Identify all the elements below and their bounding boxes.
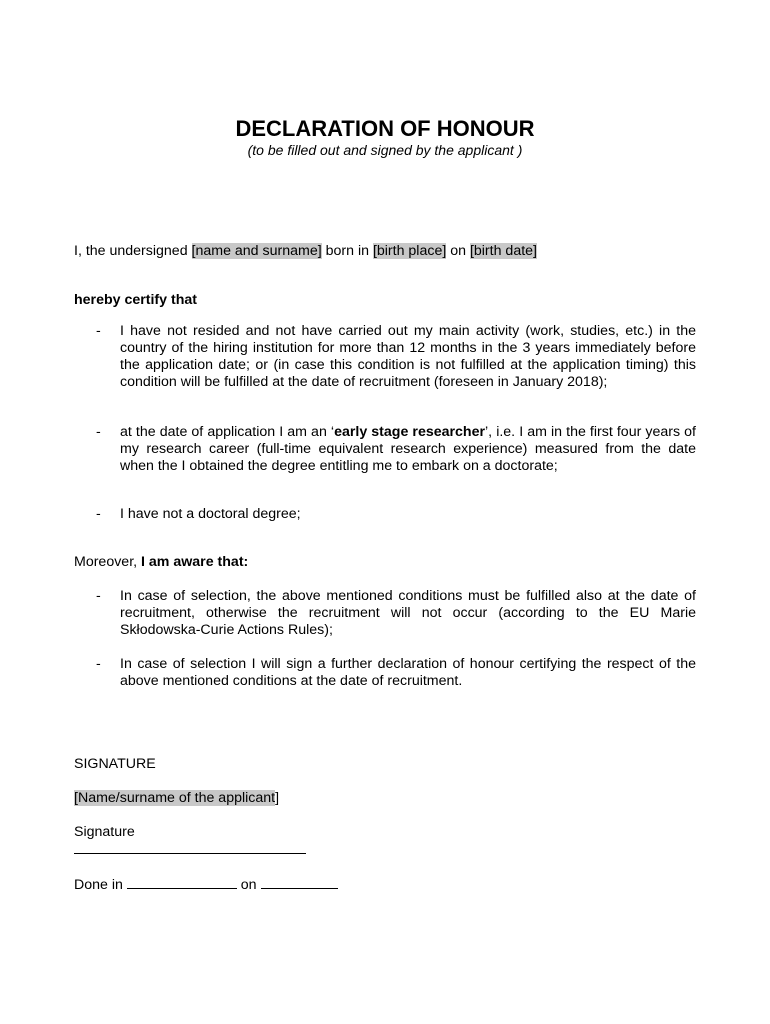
intro-line <box>74 243 694 260</box>
certify-item-2-bold: early stage researcher <box>334 424 486 440</box>
done-on-label: on <box>236 877 261 893</box>
done-in-place-field[interactable] <box>127 874 237 889</box>
document-subtitle: (to be filled out and signed by the applicant ) <box>247 142 523 158</box>
certify-item-3 <box>96 506 696 523</box>
aware-item-2-text: In case of selection I will sign a further declaration of honour certifying the respect of the above mentioned conditions at the date of recruitment. <box>120 656 696 689</box>
certify-heading: hereby certify that <box>74 292 197 308</box>
certify-item-2-prefix: at the date of application I am an ‘ <box>120 424 335 440</box>
intro-prefix: I, the undersigned <box>74 243 192 259</box>
list-dash: - <box>96 424 101 440</box>
certify-item-1-text: I have not resided and not have carried out my main activity (work, studies, etc.) in the country of the hiring institution for more than 12 months in the 3 years immediately before the application date; or (in case this condition is not fulfilled at the application timing) this condition will be fulfilled at the date of recruitment (foreseen in January 2018); <box>120 323 696 390</box>
document-title: DECLARATION OF HONOUR <box>235 116 535 141</box>
done-in-line <box>74 874 338 894</box>
list-dash: - <box>96 588 101 604</box>
birth-place-field[interactable]: [birth place] <box>372 243 447 259</box>
aware-item-1-text: In case of selection, the above mentioned conditions must be fulfilled also at the date of recruitment, otherwise the recruitment will not occur (according to the EU Marie Skłodowska-Curie Actions Rules); <box>120 588 696 638</box>
aware-bold: I am aware that: <box>141 554 249 570</box>
certify-item-2-text <box>120 424 696 475</box>
intro-on: on <box>446 243 470 259</box>
signature-heading: SIGNATURE <box>74 756 156 772</box>
list-dash: - <box>96 323 101 339</box>
applicant-name-line <box>74 790 279 807</box>
list-dash: - <box>96 656 101 672</box>
certify-item-1 <box>96 323 696 391</box>
applicant-name-close: ] <box>275 790 280 806</box>
aware-prefix: Moreover, <box>74 554 142 570</box>
name-surname-field[interactable]: [name and surname] <box>191 243 322 259</box>
aware-item-1 <box>96 588 696 639</box>
birth-date-field[interactable]: [birth date] <box>469 243 537 259</box>
certify-item-2-suffix: ’, i.e. I am in the first four years of my research career (full-time equivalent research experience) measured from the date when the I obtained the degree entitling me to embark on a doctorate; <box>120 424 697 474</box>
applicant-name-field[interactable]: [Name/surname of the applicant <box>74 790 276 806</box>
aware-item-2 <box>96 656 696 690</box>
intro-born-in: born in <box>321 243 373 259</box>
done-in-label: Done in <box>74 877 127 893</box>
signature-label: Signature <box>74 824 135 840</box>
done-on-date-field[interactable] <box>261 874 338 889</box>
aware-heading <box>74 554 248 571</box>
certify-item-3-text: I have not a doctoral degree; <box>120 506 301 522</box>
certify-item-2 <box>96 424 696 475</box>
signature-line[interactable] <box>74 853 306 854</box>
list-dash: - <box>96 506 101 522</box>
